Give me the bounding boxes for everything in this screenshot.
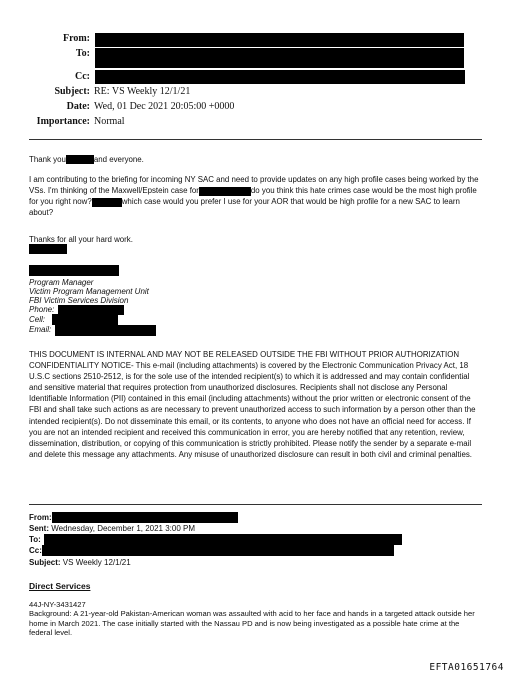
- redaction: [95, 33, 464, 47]
- previous-divider: [29, 504, 482, 505]
- signature-title: Program Manager: [29, 278, 94, 287]
- redaction: [55, 325, 156, 336]
- importance-label: Importance:: [36, 116, 90, 127]
- redaction: [95, 70, 465, 84]
- prev-subject: Subject: VS Weekly 12/1/21: [29, 558, 131, 567]
- greeting: Thank you and everyone.: [29, 155, 144, 164]
- prev-cc-label: Cc:: [29, 546, 42, 555]
- prev-sent: Sent: Wednesday, December 1, 2021 3:00 PM: [29, 524, 196, 533]
- redaction: [29, 244, 67, 254]
- subject-value: RE: VS Weekly 12/1/21: [94, 86, 191, 97]
- to-label: To:: [75, 48, 90, 59]
- date-value: Wed, 01 Dec 2021 20:05:00 +0000: [94, 101, 235, 112]
- redaction: [52, 512, 238, 523]
- redaction: [44, 534, 402, 545]
- redaction: [42, 545, 394, 556]
- header-divider: [29, 139, 482, 140]
- signature-division: FBI Victim Services Division: [29, 296, 129, 305]
- redaction: [92, 198, 122, 207]
- signature-email-label: Email:: [29, 325, 52, 334]
- redaction: [52, 314, 118, 325]
- signature-cell-label: Cell:: [29, 315, 46, 324]
- case-number: 44J-NY-3431427: [29, 600, 86, 609]
- confidentiality-notice: THIS DOCUMENT IS INTERNAL AND MAY NOT BE RELEASED OUTSIDE THE FBI WITHOUT PRIOR AUTHORIZATION CONFIDENTIALITY NOTICE- This e-mail (including attachments) is covered by the Electronic Communication Privacy Act, 18 U.S.C sections 2510-2512, is for the sole use of the intended recipient(s) to which it is addressed and may contain confidential and sensitive material that requires protection from unauthorized disclosures. Recipients shall not disclose any Personal Identifiable Information (PII) contained in this email (including attachments) without the prior written or electronic consent of the FBI and shall take such actions as are necessary to prevent unauthorized access to such information by a person other than the intended recipient(s). Do not disseminate this email, or its contents, to anyone who does not have an official need for access. If you are not an intended recipient and received this communication in error, you are hereby notified that any retention, review, dissemination, distribution, or copying of this communication is strictly prohibited. Please notify the sender by a separate e-mail and delete this message any attachments. Any misuse of unauthorized disclosure can result in both civil and criminal penalties.: [29, 350, 476, 459]
- body-paragraph: I am contributing to the briefing for incoming NY SAC and need to provide updates on any high profile cases being worked by the VSs. I'm thinking of the Maxwell/Epstein case for do you think this hate crimes case would be the most high profile for you right now? which case would you prefer I use for your AOR that would be high profile for a new SAC to learn about?: [29, 175, 479, 218]
- prev-to-label: To:: [29, 535, 41, 544]
- thanks-line: Thanks for all your hard work.: [29, 235, 133, 244]
- date-label: Date:: [66, 101, 90, 112]
- prev-from-label: From:: [29, 513, 52, 522]
- signature-phone-label: Phone:: [29, 305, 55, 314]
- signature-unit: Victim Program Management Unit: [29, 287, 149, 296]
- from-label: From:: [62, 33, 90, 44]
- redaction: [199, 187, 251, 196]
- subject-label: Subject:: [54, 86, 90, 97]
- importance-value: Normal: [94, 116, 125, 127]
- case-background: Background: A 21-year-old Pakistan-American woman was assaulted with acid to her face and hands in a targeted attack outside her home in March 2021. The case initially started with the Nassau PD and is now being investigated as a possible hate crime at the federal level.: [29, 609, 475, 638]
- direct-services-heading: Direct Services: [29, 581, 91, 591]
- bates-number: EFTA01651764: [429, 662, 504, 673]
- redaction: [95, 48, 464, 68]
- redaction: [66, 155, 94, 164]
- cc-label: Cc:: [75, 71, 90, 82]
- redaction: [29, 265, 119, 276]
